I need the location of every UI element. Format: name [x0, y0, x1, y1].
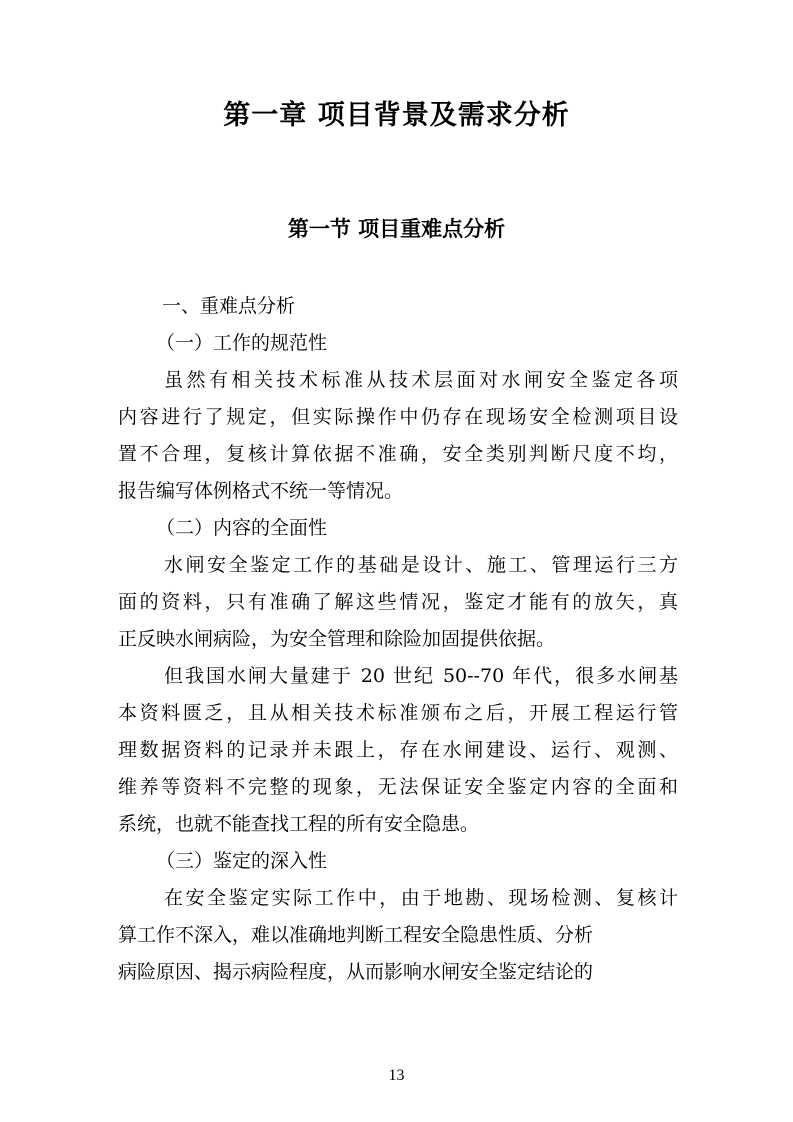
chapter-title: 第一章 项目背景及需求分析	[223, 100, 570, 131]
paragraph-line: 理数据资料的记录并未跟上，存在水闸建设、运行、观测、	[118, 739, 678, 761]
paragraph-line: 水闸安全鉴定工作的基础是设计、施工、管理运行三方	[164, 554, 678, 576]
paragraph-line: 正反映水闸病险，为安全管理和除险加固提供依据。	[118, 628, 556, 650]
paragraph-line: 病险原因、揭示病险程度，从而影响水闸安全鉴定结论的	[118, 961, 594, 983]
paragraph-line: 报告编写体例格式不统一等情况。	[118, 480, 404, 502]
heading-content-comprehensiveness: （二）内容的全面性	[156, 517, 328, 539]
paragraph-line: 但我国水闸大量建于 20 世纪 50--70 年代，很多水闸基	[164, 665, 678, 687]
paragraph-line: 本资料匮乏，且从相关技术标准颁布之后，开展工程运行管	[118, 702, 678, 724]
section-title: 第一节 项目重难点分析	[287, 217, 506, 241]
paragraph-line: 虽然有相关技术标准从技术层面对水闸安全鉴定各项	[164, 369, 678, 391]
paragraph-line: 在安全鉴定实际工作中，由于地勘、现场检测、复核计	[164, 887, 678, 909]
paragraph-line: 维养等资料不完整的现象，无法保证安全鉴定内容的全面和	[118, 776, 678, 798]
paragraph-line: 算工作不深入，难以准确地判断工程安全隐患性质、分析	[118, 924, 594, 946]
document-body	[118, 288, 678, 991]
paragraph-line: 系统，也就不能查找工程的所有安全隐患。	[118, 813, 480, 835]
heading-work-standardization: （一）工作的规范性	[156, 332, 328, 354]
paragraph-historical-data	[118, 658, 678, 843]
paragraph-line: 置不合理，复核计算依据不准确，安全类别判断尺度不均，	[118, 443, 678, 465]
heading-difficulty-analysis: 一、重难点分析	[162, 295, 296, 317]
paragraph-line: 内容进行了规定，但实际操作中仍存在现场安全检测项目设	[118, 406, 678, 428]
paragraph-standardization	[118, 362, 678, 510]
paragraph-data-foundation	[118, 547, 678, 658]
heading-appraisal-depth: （三）鉴定的深入性	[156, 850, 328, 872]
page-number: 13	[388, 1067, 405, 1084]
paragraph-appraisal-depth	[118, 880, 678, 991]
paragraph-line: 面的资料，只有准确了解这些情况，鉴定才能有的放矢，真	[118, 591, 678, 613]
